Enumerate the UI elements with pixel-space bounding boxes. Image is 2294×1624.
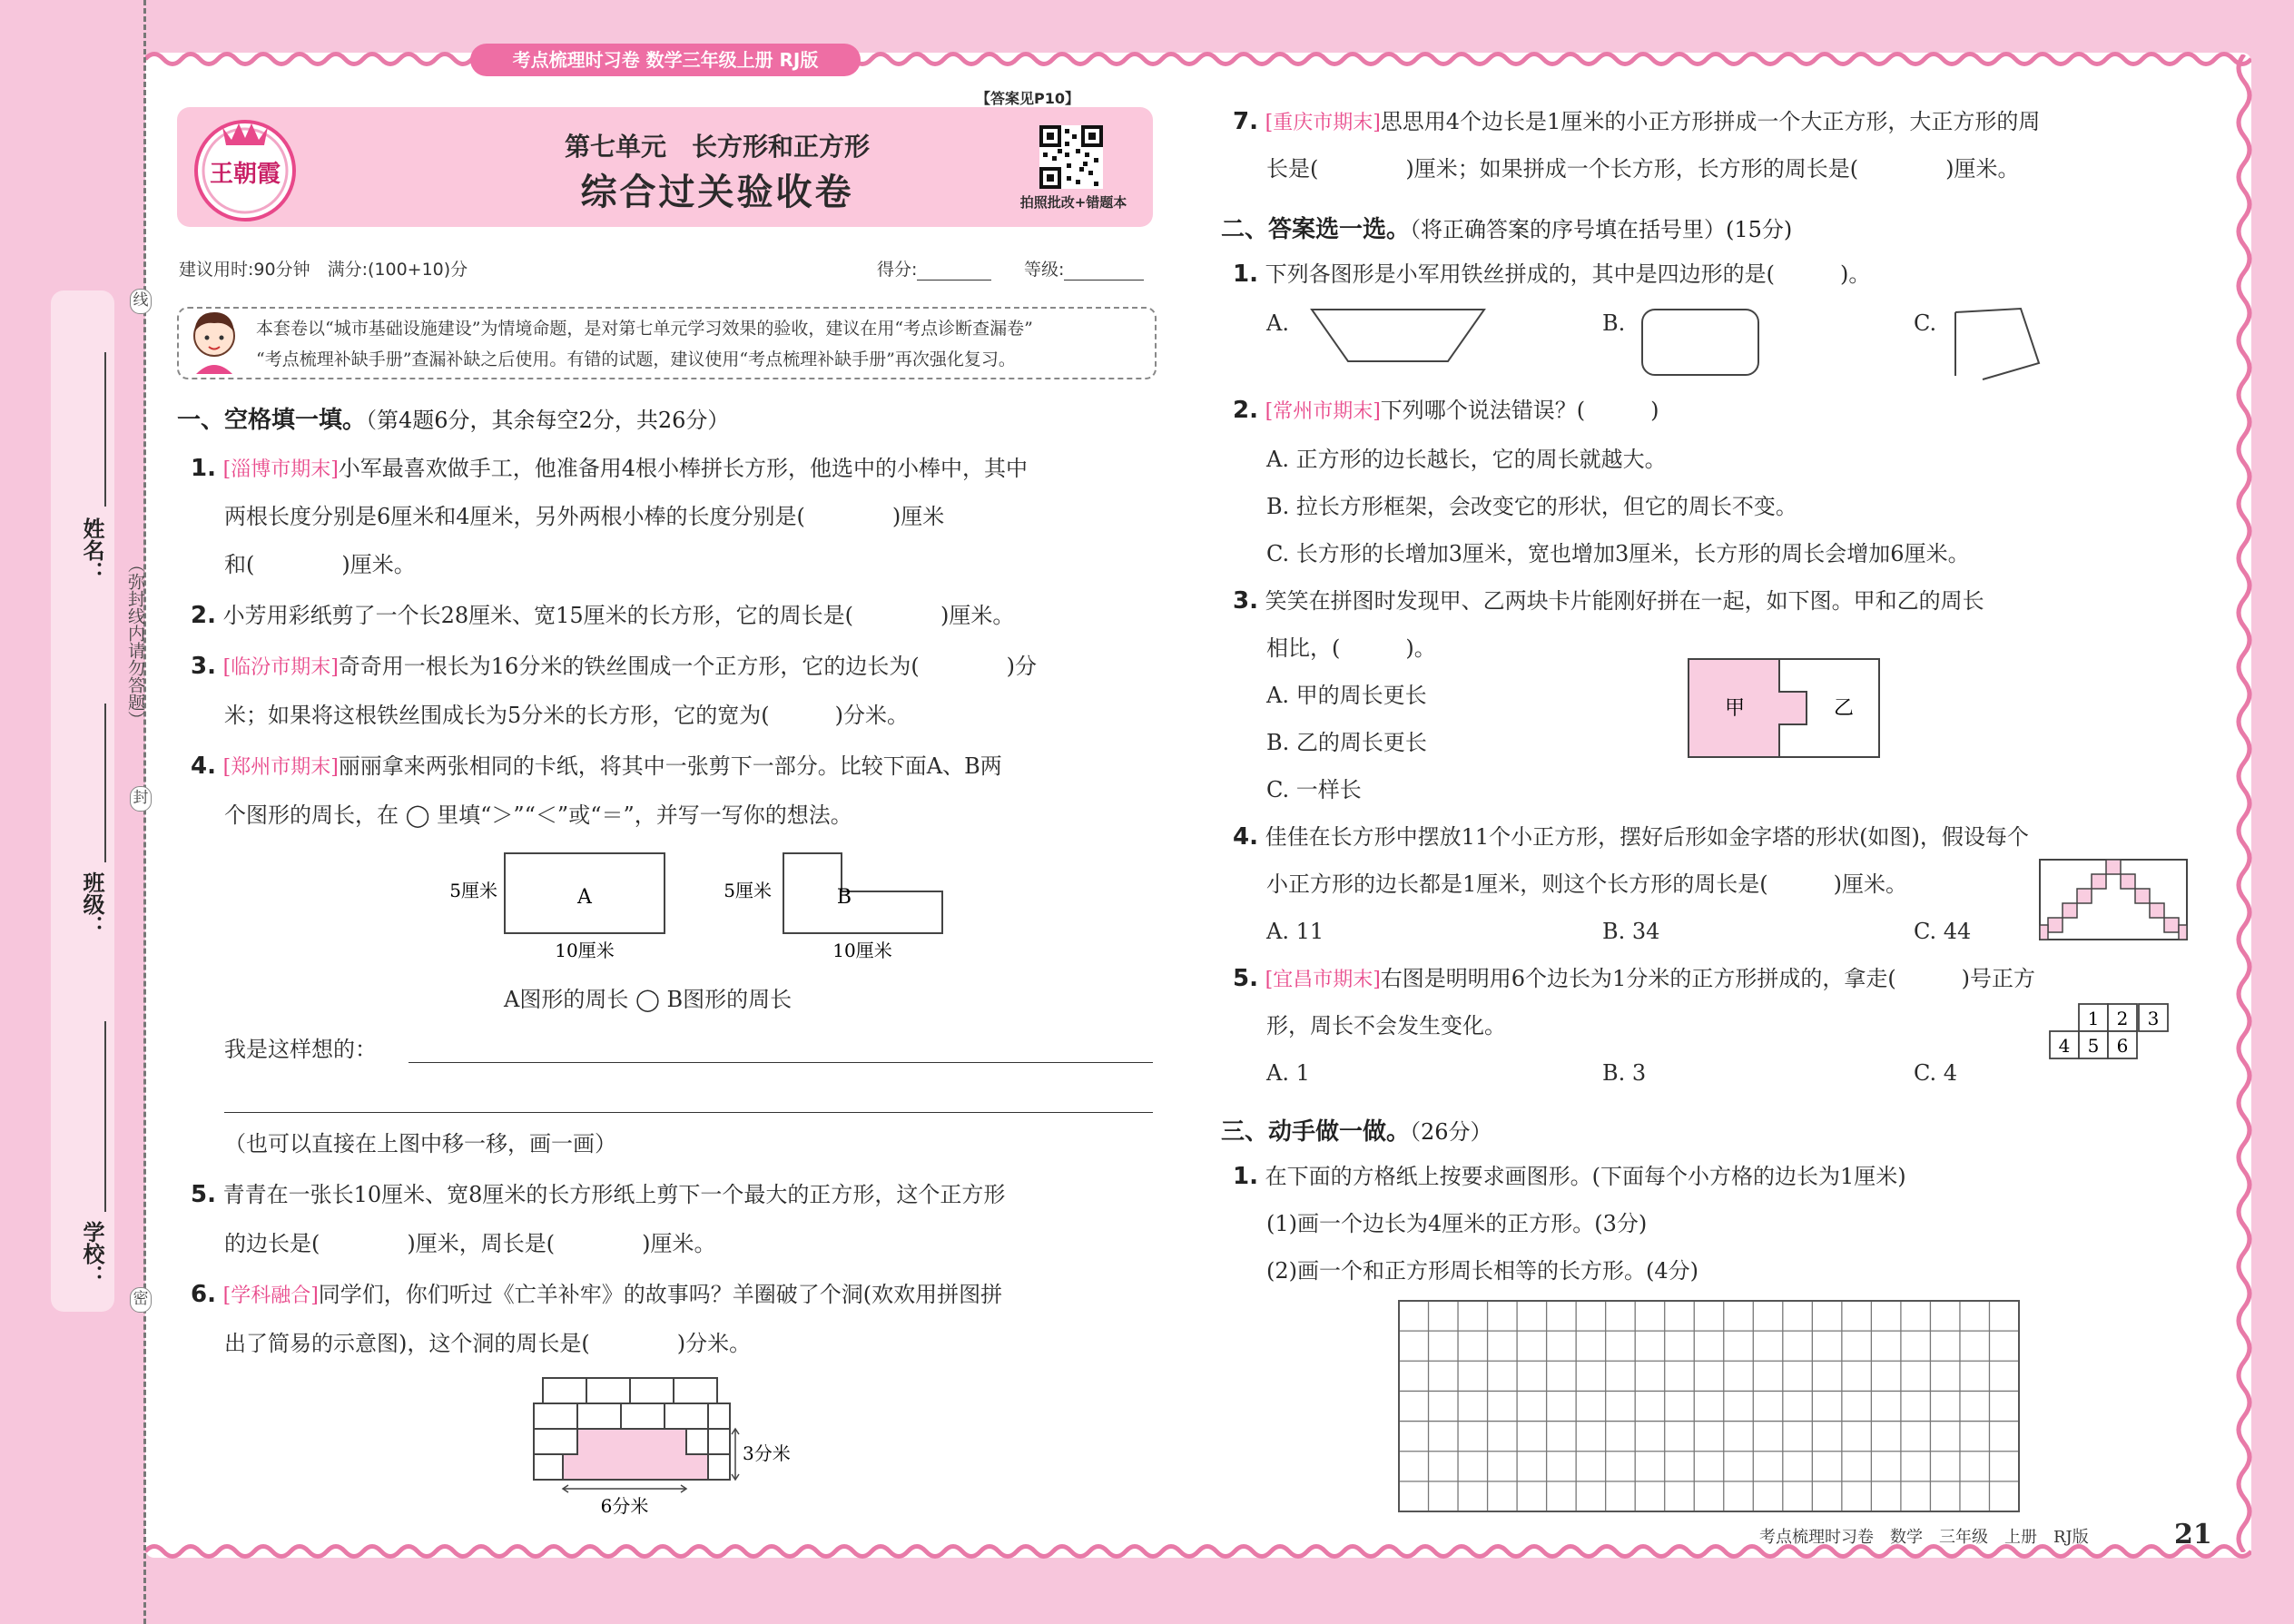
s2-q2-source-tag: [常州市期末] [1265,400,1381,423]
s2-q2-line-1: 2. [常州市期末]下列哪个说法错误？( ) [1233,397,1659,424]
s2-q1-trapezoid [1307,305,1489,369]
school-label: 学校： [79,1221,104,1286]
s2-q1-option-c-label: C. [1914,310,1937,336]
q4-figure-b-base: 10厘米 [832,940,892,961]
q4-figure-b-label: B [836,886,852,909]
q6-line-2: 出了简易的示意图)，这个洞的周长是( )分米。 [224,1331,752,1356]
q2-line-1: 2. 小芳用彩纸剪了一个长28厘米、宽15厘米的长方形，它的周长是( )厘米。 [191,602,1015,629]
s2-q3-option-a: A. 甲的周长更长 [1266,683,1427,708]
s2-q4-pyramid [2037,857,2191,944]
s2-q1-rounded-rect [1639,307,1762,379]
s2-q3-line-1: 3. 笑笑在拼图时发现甲、乙两块卡片能刚好拼在一起，如下图。甲和乙的周长 [1233,587,1984,615]
s2-q3-puzzle [1685,655,1885,761]
s2-q1-line-1: 1. 下列各图形是小军用铁丝拼成的，其中是四边形的是( )。 [1233,261,1871,288]
wavy-border-right [2229,54,2260,1552]
q3-line-1: 3. [临汾市期末]奇奇用一根长为16分米的铁丝围成一个正方形，它的边长为( )分 [191,653,1038,680]
s2-q2-option-a: A. 正方形的边长越长，它的周长就越大。 [1266,447,1667,472]
name-field[interactable] [104,352,106,507]
s2-q4-option-b: B. 34 [1602,919,1660,944]
s2-q4-line-2: 小正方形的边长都是1厘米，则这个长方形的周长是( )厘米。 [1266,871,1907,897]
q6-source-tag: [学科融合] [222,1284,319,1307]
grade-label: 等级: [1024,260,1065,280]
s2-q3-option-c: C. 一样长 [1266,777,1362,802]
section3-heading: 三、动手做一做。（26分） [1221,1118,1492,1146]
q6-line-1: 6. [学科融合]同学们，你们听过《亡羊补牢》的故事吗？羊圈破了个洞(欢欢用拼图拼 [191,1281,1003,1308]
class-label: 班级： [79,871,104,937]
class-field[interactable] [104,704,106,862]
seal-mark-seal: 封 [130,786,152,812]
s2-q5-option-b: B. 3 [1602,1060,1647,1086]
q4-line-1: 4. [郑州市期末]丽丽拿来两张相同的卡纸，将其中一张剪下一部分。比较下面A、B两 [191,753,1002,780]
s3-q1-part-1: (1)画一个边长为4厘米的正方形。(3分) [1266,1211,1648,1236]
q4-figures [427,844,971,967]
s2-q5-square-3 [2137,1000,2170,1033]
seal-mark-secret: 密 [130,1287,152,1313]
s2-q5-cell-5: 5 [2087,1035,2100,1057]
q4-figure-b-side: 5厘米 [724,880,772,901]
s2-q5-line-1: 5. [宜昌市期末]右图是明明用6个边长为1分米的正方形拼成的，拿走( )号正方 [1233,965,2036,992]
q4-figure-b [783,853,942,933]
qr-caption: 拍照批改+错题本 [1019,194,1127,211]
s2-q3-option-b: B. 乙的周长更长 [1266,730,1427,755]
s2-q5-option-c: C. 4 [1914,1060,1958,1086]
q7-line-1: 7. [重庆市期末]思思用4个边长是1厘米的小正方形拼成一个大正方形，大正方形的周 [1233,108,2041,135]
section2-heading: 二、答案选一选。（将正确答案的序号填在括号里）(15分) [1221,216,1793,243]
s2-q5-source-tag: [宜昌市期末] [1265,969,1381,991]
time-score-info: 建议用时:90分钟 满分:(100+10)分 [179,260,468,280]
s2-q2-option-c: C. 长方形的长增加3厘米，宽也增加3厘米，长方形的周长会增加6厘米。 [1266,541,1970,566]
q1-line-3: 和( )厘米。 [224,552,416,577]
usage-note-line-1: 本套卷以“城市基础设施建设”为情境命题，是对第七单元学习效果的验收，建议在用“考点诊断查漏卷” [256,319,1033,339]
q6-width-label: 6分米 [600,1495,649,1517]
score-label: 得分: [877,260,918,280]
q4-answer-line-1[interactable] [409,1062,1153,1063]
s2-q3-line-2: 相比，( )。 [1266,635,1436,661]
s2-q3-jia-label: 甲 [1724,697,1746,720]
grade-field[interactable] [1024,256,1144,281]
q4-figure-a-base: 10厘米 [555,940,615,961]
seal-warning: （弥封线内请勿答题） [125,556,145,728]
page-number: 21 [2174,1519,2212,1550]
q4-hint: （也可以直接在上图中移一移，画一画） [224,1131,616,1156]
qr-code-icon[interactable] [1039,125,1103,189]
s2-q5-cell-1: 1 [2087,1008,2100,1029]
answer-reference: 【答案见P10】 [976,90,1079,107]
q7-line-2: 长是( )厘米；如果拼成一个长方形，长方形的周长是( )厘米。 [1266,156,2020,182]
q1-source-tag: [淄博市期末] [222,458,339,481]
q3-source-tag: [临汾市期末] [222,656,339,679]
s2-q4-option-c: C. 44 [1914,919,1972,944]
q4-line-2: 个图形的周长，在 ◯ 里填“＞”“＜”或“＝”，并写一写你的想法。 [224,802,852,828]
s2-q3-yi-label: 乙 [1833,697,1855,720]
section1-heading: 一、空格填一填。（第4题6分，其余每空2分，共26分） [177,407,730,434]
top-banner: 考点梳理时习卷 数学三年级上册 RJ版 [470,44,861,76]
s2-q1-option-a-label: A. [1266,310,1289,336]
score-field[interactable] [877,256,991,281]
school-field[interactable] [104,1021,106,1212]
seal-mark-line: 线 [130,289,152,314]
footer-text: 考点梳理时习卷 数学 三年级 上册 RJ版 [1759,1528,2089,1547]
drawing-grid[interactable] [1398,1300,2021,1514]
q4-figure-a-side: 5厘米 [449,880,497,901]
q3-line-2: 米；如果将这根铁丝围成长为5分米的长方形，它的宽为( )分米。 [224,703,909,728]
cut-line [143,0,146,1624]
q4-answer-line-2[interactable] [224,1112,1153,1113]
logo-text: 王朝霞 [209,161,281,188]
s2-q2-option-b: B. 拉长方形框架，会改变它的形状，但它的周长不变。 [1266,494,1797,519]
main-title: 综合过关验收卷 [580,172,854,213]
q6-hole [563,1429,708,1480]
q6-brick-wall [527,1373,799,1518]
s2-q5-option-a: A. 1 [1266,1060,1310,1086]
usage-note-line-2: “考点梳理补缺手册”查漏补缺之后使用。有错的试题，建议使用“考点梳理补缺手册”再次强化复习。 [256,349,1016,369]
q7-source-tag: [重庆市期末] [1265,112,1381,134]
girl-avatar-icon [182,305,247,378]
q6-height-label: 3分米 [743,1442,791,1464]
s2-q4-line-1: 4. 佳佳在长方形中摆放11个小正方形，摆好后形如金字塔的形状(如图)，假设每个 [1233,823,2029,851]
q1-line-1: 1. [淄博市期末]小军最喜欢做手工，他准备用4根小棒拼长方形，他选中的小棒中，其中 [191,455,1029,482]
q5-line-1: 5. 青青在一张长10厘米、宽8厘米的长方形纸上剪下一个最大的正方形，这个正方形 [191,1181,1006,1208]
s2-q5-line-2: 形，周长不会发生变化。 [1266,1013,1506,1038]
s2-q5-cell-4: 4 [2058,1035,2071,1057]
s2-q5-cell-6: 6 [2116,1035,2129,1057]
publisher-logo [186,109,304,227]
s2-q1-open-shape [1948,301,2043,383]
s2-q4-option-a: A. 11 [1266,919,1324,944]
q5-line-2: 的边长是( )厘米，周长是( )厘米。 [224,1231,716,1256]
s2-q5-cell-2: 2 [2116,1008,2129,1029]
q4-think-label: 我是这样想的： [224,1037,377,1062]
name-label: 姓名： [79,517,104,583]
usage-note-text [256,313,1146,375]
q4-figure-a-label: A [577,886,592,909]
q4-compare-line: A图形的周长 ◯ B图形的周长 [504,987,793,1012]
q1-line-2: 两根长度分别是6厘米和4厘米，另外两根小棒的长度分别是( )厘米 [224,504,945,529]
s3-q1-line-1: 1. 在下面的方格纸上按要求画图形。(下面每个小方格的边长为1厘米) [1233,1163,1906,1190]
s3-q1-part-2: (2)画一个和正方形周长相等的长方形。(4分) [1266,1258,1698,1284]
unit-title: 第七单元 长方形和正方形 [564,132,870,162]
q4-source-tag: [郑州市期末] [222,756,339,779]
s2-q1-option-b-label: B. [1602,310,1626,336]
wavy-border-top [145,47,2251,71]
s2-q5-cell-3: 3 [2147,1008,2160,1029]
